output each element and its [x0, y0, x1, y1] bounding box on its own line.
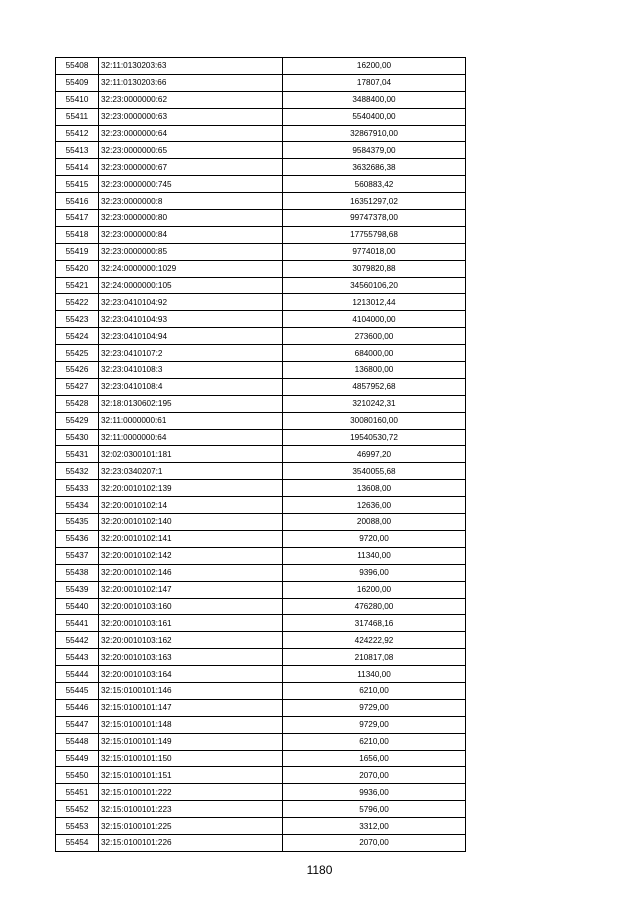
row-number: 55447: [56, 716, 99, 733]
row-number: 55446: [56, 699, 99, 716]
cadastral-value: 99747378,00: [283, 210, 466, 227]
cadastral-value: 3540055,68: [283, 463, 466, 480]
cadastral-value: 34560106,20: [283, 277, 466, 294]
table-row: [56, 564, 466, 581]
row-number: 55444: [56, 666, 99, 683]
table-row: [56, 125, 466, 142]
cadastral-value: 46997,20: [283, 446, 466, 463]
row-number: 55424: [56, 328, 99, 345]
cadastral-number: 32:23:0410107:2: [99, 345, 283, 362]
table-row: [56, 243, 466, 260]
cadastral-number: 32:15:0100101:225: [99, 818, 283, 835]
row-number: 55431: [56, 446, 99, 463]
table-row: [56, 682, 466, 699]
table-row: [56, 767, 466, 784]
table-row: [56, 108, 466, 125]
table-row: [56, 91, 466, 108]
cadastral-number: 32:20:0010102:139: [99, 480, 283, 497]
cadastral-value: 19540530,72: [283, 429, 466, 446]
table-row: [56, 649, 466, 666]
table-row: [56, 58, 466, 75]
cadastral-value: 2070,00: [283, 767, 466, 784]
cadastral-number: 32:20:0010102:142: [99, 547, 283, 564]
cadastral-value: 17755798,68: [283, 226, 466, 243]
document-page: [55, 57, 466, 852]
row-number: 55415: [56, 176, 99, 193]
cadastral-value: 32867910,00: [283, 125, 466, 142]
cadastral-number: 32:15:0100101:223: [99, 801, 283, 818]
table-row: [56, 666, 466, 683]
table-row: [56, 277, 466, 294]
cadastral-number: 32:20:0010102:141: [99, 530, 283, 547]
cadastral-number: 32:23:0000000:84: [99, 226, 283, 243]
row-number: 55436: [56, 530, 99, 547]
cadastral-number: 32:20:0010102:14: [99, 497, 283, 514]
row-number: 55423: [56, 311, 99, 328]
page-number: 1180: [306, 863, 333, 877]
table-row: [56, 716, 466, 733]
row-number: 55418: [56, 226, 99, 243]
cadastral-number: 32:11:0130203:63: [99, 58, 283, 75]
cadastral-value: 9720,00: [283, 530, 466, 547]
cadastral-value: 273600,00: [283, 328, 466, 345]
table-row: [56, 530, 466, 547]
cadastral-value: 3488400,00: [283, 91, 466, 108]
row-number: 55426: [56, 362, 99, 379]
table-row: [56, 801, 466, 818]
row-number: 55421: [56, 277, 99, 294]
cadastral-number: 32:20:0010103:161: [99, 615, 283, 632]
row-number: 55410: [56, 91, 99, 108]
cadastral-number: 32:15:0100101:148: [99, 716, 283, 733]
table-row: [56, 463, 466, 480]
cadastral-number: 32:20:0010103:162: [99, 632, 283, 649]
row-number: 55453: [56, 818, 99, 835]
table-row: [56, 615, 466, 632]
cadastral-number: 32:23:0410104:94: [99, 328, 283, 345]
row-number: 55449: [56, 750, 99, 767]
cadastral-value: 5796,00: [283, 801, 466, 818]
row-number: 55428: [56, 395, 99, 412]
table-row: [56, 750, 466, 767]
table-row: [56, 74, 466, 91]
cadastral-value: 9396,00: [283, 564, 466, 581]
row-number: 55439: [56, 581, 99, 598]
row-number: 55432: [56, 463, 99, 480]
cadastral-number: 32:23:0000000:62: [99, 91, 283, 108]
table-row: [56, 581, 466, 598]
cadastral-number: 32:15:0100101:226: [99, 834, 283, 851]
table-row: [56, 632, 466, 649]
cadastral-number: 32:23:0000000:64: [99, 125, 283, 142]
row-number: 55438: [56, 564, 99, 581]
cadastral-value: 13608,00: [283, 480, 466, 497]
row-number: 55425: [56, 345, 99, 362]
row-number: 55420: [56, 260, 99, 277]
row-number: 55422: [56, 294, 99, 311]
cadastral-value: 3312,00: [283, 818, 466, 835]
cadastral-number: 32:23:0000000:67: [99, 159, 283, 176]
cadastral-value: 3210242,31: [283, 395, 466, 412]
cadastral-number: 32:24:0000000:105: [99, 277, 283, 294]
row-number: 55441: [56, 615, 99, 632]
table-row: [56, 733, 466, 750]
cadastral-value: 16351297,02: [283, 193, 466, 210]
table-row: [56, 378, 466, 395]
cadastral-value: 9729,00: [283, 716, 466, 733]
cadastral-number: 32:20:0010102:146: [99, 564, 283, 581]
table-row: [56, 497, 466, 514]
cadastral-value: 20088,00: [283, 514, 466, 531]
table-row: [56, 514, 466, 531]
row-number: 55442: [56, 632, 99, 649]
row-number: 55411: [56, 108, 99, 125]
table-row: [56, 818, 466, 835]
cadastral-number: 32:23:0410108:4: [99, 378, 283, 395]
table-row: [56, 446, 466, 463]
table-row: [56, 362, 466, 379]
table-row: [56, 412, 466, 429]
table-row: [56, 260, 466, 277]
cadastral-value-table: [55, 57, 466, 852]
cadastral-value: 684000,00: [283, 345, 466, 362]
cadastral-number: 32:20:0010103:160: [99, 598, 283, 615]
table-row: [56, 328, 466, 345]
row-number: 55433: [56, 480, 99, 497]
cadastral-number: 32:15:0100101:151: [99, 767, 283, 784]
cadastral-number: 32:23:0000000:85: [99, 243, 283, 260]
cadastral-value: 6210,00: [283, 733, 466, 750]
cadastral-number: 32:23:0410104:93: [99, 311, 283, 328]
cadastral-value: 3079820,88: [283, 260, 466, 277]
table-row: [56, 142, 466, 159]
row-number: 55451: [56, 784, 99, 801]
row-number: 55408: [56, 58, 99, 75]
row-number: 55445: [56, 682, 99, 699]
row-number: 55454: [56, 834, 99, 851]
cadastral-number: 32:20:0010103:163: [99, 649, 283, 666]
table-row: [56, 598, 466, 615]
table-row: [56, 480, 466, 497]
cadastral-number: 32:23:0000000:745: [99, 176, 283, 193]
cadastral-number: 32:11:0000000:61: [99, 412, 283, 429]
table-row: [56, 176, 466, 193]
cadastral-value: 3632686,38: [283, 159, 466, 176]
cadastral-value: 9774018,00: [283, 243, 466, 260]
row-number: 55413: [56, 142, 99, 159]
cadastral-value: 9584379,00: [283, 142, 466, 159]
row-number: 55452: [56, 801, 99, 818]
cadastral-number: 32:15:0100101:146: [99, 682, 283, 699]
cadastral-value: 4857952,68: [283, 378, 466, 395]
cadastral-number: 32:23:0000000:63: [99, 108, 283, 125]
cadastral-value: 2070,00: [283, 834, 466, 851]
cadastral-number: 32:20:0010102:147: [99, 581, 283, 598]
row-number: 55427: [56, 378, 99, 395]
cadastral-value: 11340,00: [283, 547, 466, 564]
row-number: 55435: [56, 514, 99, 531]
cadastral-number: 32:15:0100101:150: [99, 750, 283, 767]
row-number: 55448: [56, 733, 99, 750]
cadastral-number: 32:02:0300101:181: [99, 446, 283, 463]
cadastral-number: 32:23:0000000:8: [99, 193, 283, 210]
cadastral-number: 32:15:0100101:222: [99, 784, 283, 801]
table-row: [56, 193, 466, 210]
cadastral-number: 32:24:0000000:1029: [99, 260, 283, 277]
cadastral-value: 11340,00: [283, 666, 466, 683]
row-number: 55419: [56, 243, 99, 260]
cadastral-number: 32:23:0000000:65: [99, 142, 283, 159]
table-row: [56, 345, 466, 362]
cadastral-value: 1213012,44: [283, 294, 466, 311]
row-number: 55414: [56, 159, 99, 176]
table-row: [56, 834, 466, 851]
table-row: [56, 547, 466, 564]
cadastral-value: 317468,16: [283, 615, 466, 632]
row-number: 55409: [56, 74, 99, 91]
cadastral-value: 16200,00: [283, 581, 466, 598]
cadastral-number: 32:15:0100101:147: [99, 699, 283, 716]
cadastral-value: 4104000,00: [283, 311, 466, 328]
table-row: [56, 784, 466, 801]
row-number: 55412: [56, 125, 99, 142]
cadastral-value: 30080160,00: [283, 412, 466, 429]
row-number: 55417: [56, 210, 99, 227]
cadastral-value: 9936,00: [283, 784, 466, 801]
table-row: [56, 699, 466, 716]
cadastral-number: 32:23:0000000:80: [99, 210, 283, 227]
table-row: [56, 159, 466, 176]
table-row: [56, 395, 466, 412]
cadastral-number: 32:15:0100101:149: [99, 733, 283, 750]
cadastral-value: 16200,00: [283, 58, 466, 75]
cadastral-value: 17807,04: [283, 74, 466, 91]
cadastral-value: 6210,00: [283, 682, 466, 699]
cadastral-value: 424222,92: [283, 632, 466, 649]
cadastral-value: 136800,00: [283, 362, 466, 379]
row-number: 55450: [56, 767, 99, 784]
cadastral-value: 1656,00: [283, 750, 466, 767]
cadastral-value: 210817,08: [283, 649, 466, 666]
cadastral-number: 32:23:0410108:3: [99, 362, 283, 379]
table-row: [56, 226, 466, 243]
cadastral-value: 560883,42: [283, 176, 466, 193]
cadastral-number: 32:23:0410104:92: [99, 294, 283, 311]
cadastral-value: 9729,00: [283, 699, 466, 716]
row-number: 55434: [56, 497, 99, 514]
cadastral-number: 32:11:0130203:66: [99, 74, 283, 91]
table-body: [56, 58, 466, 852]
cadastral-number: 32:20:0010102:140: [99, 514, 283, 531]
row-number: 55443: [56, 649, 99, 666]
table-row: [56, 429, 466, 446]
cadastral-value: 12636,00: [283, 497, 466, 514]
table-row: [56, 311, 466, 328]
cadastral-number: 32:11:0000000:64: [99, 429, 283, 446]
cadastral-value: 476280,00: [283, 598, 466, 615]
row-number: 55437: [56, 547, 99, 564]
row-number: 55429: [56, 412, 99, 429]
row-number: 55430: [56, 429, 99, 446]
table-row: [56, 294, 466, 311]
cadastral-number: 32:23:0340207:1: [99, 463, 283, 480]
cadastral-number: 32:20:0010103:164: [99, 666, 283, 683]
cadastral-number: 32:18:0130602:195: [99, 395, 283, 412]
row-number: 55440: [56, 598, 99, 615]
cadastral-value: 5540400,00: [283, 108, 466, 125]
table-row: [56, 210, 466, 227]
row-number: 55416: [56, 193, 99, 210]
